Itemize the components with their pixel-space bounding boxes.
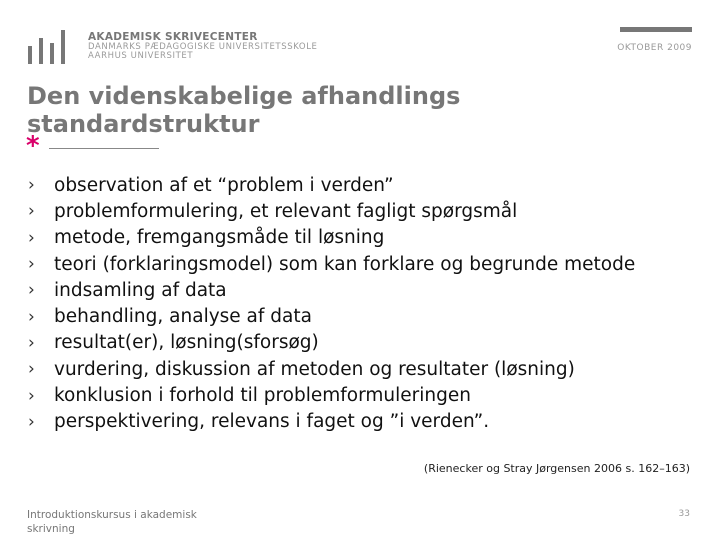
list-item-text: indsamling af data	[54, 279, 227, 301]
list-item-text: vurdering, diskussion af metoden og resultater (løsning)	[54, 358, 575, 380]
chevron-right-icon: ›	[28, 201, 35, 222]
org-subline-2: AARHUS UNIVERSITET	[88, 50, 194, 61]
list-item	[28, 330, 635, 356]
chevron-right-icon: ›	[28, 359, 35, 380]
list-item	[28, 382, 635, 408]
list-item	[28, 409, 635, 435]
list-item-text: problemformulering, et relevant fagligt spørgsmål	[54, 200, 518, 222]
chevron-right-icon: ›	[28, 280, 35, 301]
slide-title: Den videnskabelige afhandlings standardstruktur	[27, 82, 461, 138]
header-accent-bar	[620, 27, 692, 32]
list-item-text: observation af et “problem i verden”	[54, 174, 394, 196]
header-block	[88, 32, 318, 61]
list-item	[28, 172, 635, 198]
list-item-text: behandling, analyse af data	[54, 306, 312, 328]
page-number: 33	[678, 509, 690, 519]
chevron-right-icon: ›	[28, 306, 35, 327]
chevron-right-icon: ›	[28, 227, 35, 248]
chevron-right-icon: ›	[28, 411, 35, 432]
list-item-text: konklusion i forhold til problemformuleringen	[54, 385, 471, 407]
au-logo-icon	[26, 26, 70, 66]
bullet-list	[28, 172, 635, 435]
list-item-text: teori (forklaringsmodel) som kan forklare og begrunde metode	[54, 253, 636, 275]
list-item	[28, 251, 635, 277]
list-item	[28, 277, 635, 303]
chevron-right-icon: ›	[28, 175, 35, 196]
list-item-text: perspektivering, relevans i faget og ”i verden”.	[54, 411, 490, 433]
list-item	[28, 198, 635, 224]
list-item-text: metode, fremgangsmåde til løsning	[54, 227, 385, 249]
title-divider	[49, 148, 159, 149]
org-name: AKADEMISK SKRIVECENTER	[88, 31, 258, 43]
list-item-text: resultat(er), løsning(sforsøg)	[54, 332, 319, 354]
asterisk-icon: *	[26, 131, 40, 161]
footer-course-title: Introduktionskursus i akademisk skrivning	[27, 509, 197, 535]
list-item	[28, 356, 635, 382]
list-item	[28, 303, 635, 329]
header-date: OKTOBER 2009	[617, 43, 692, 53]
citation: (Rienecker og Stray Jørgensen 2006 s. 162–163)	[423, 462, 690, 475]
org-subline-1: DANMARKS PÆDAGOGISKE UNIVERSITETSSKOLE	[88, 42, 318, 53]
chevron-right-icon: ›	[28, 385, 35, 406]
list-item	[28, 225, 635, 251]
chevron-right-icon: ›	[28, 254, 35, 275]
chevron-right-icon: ›	[28, 332, 35, 353]
